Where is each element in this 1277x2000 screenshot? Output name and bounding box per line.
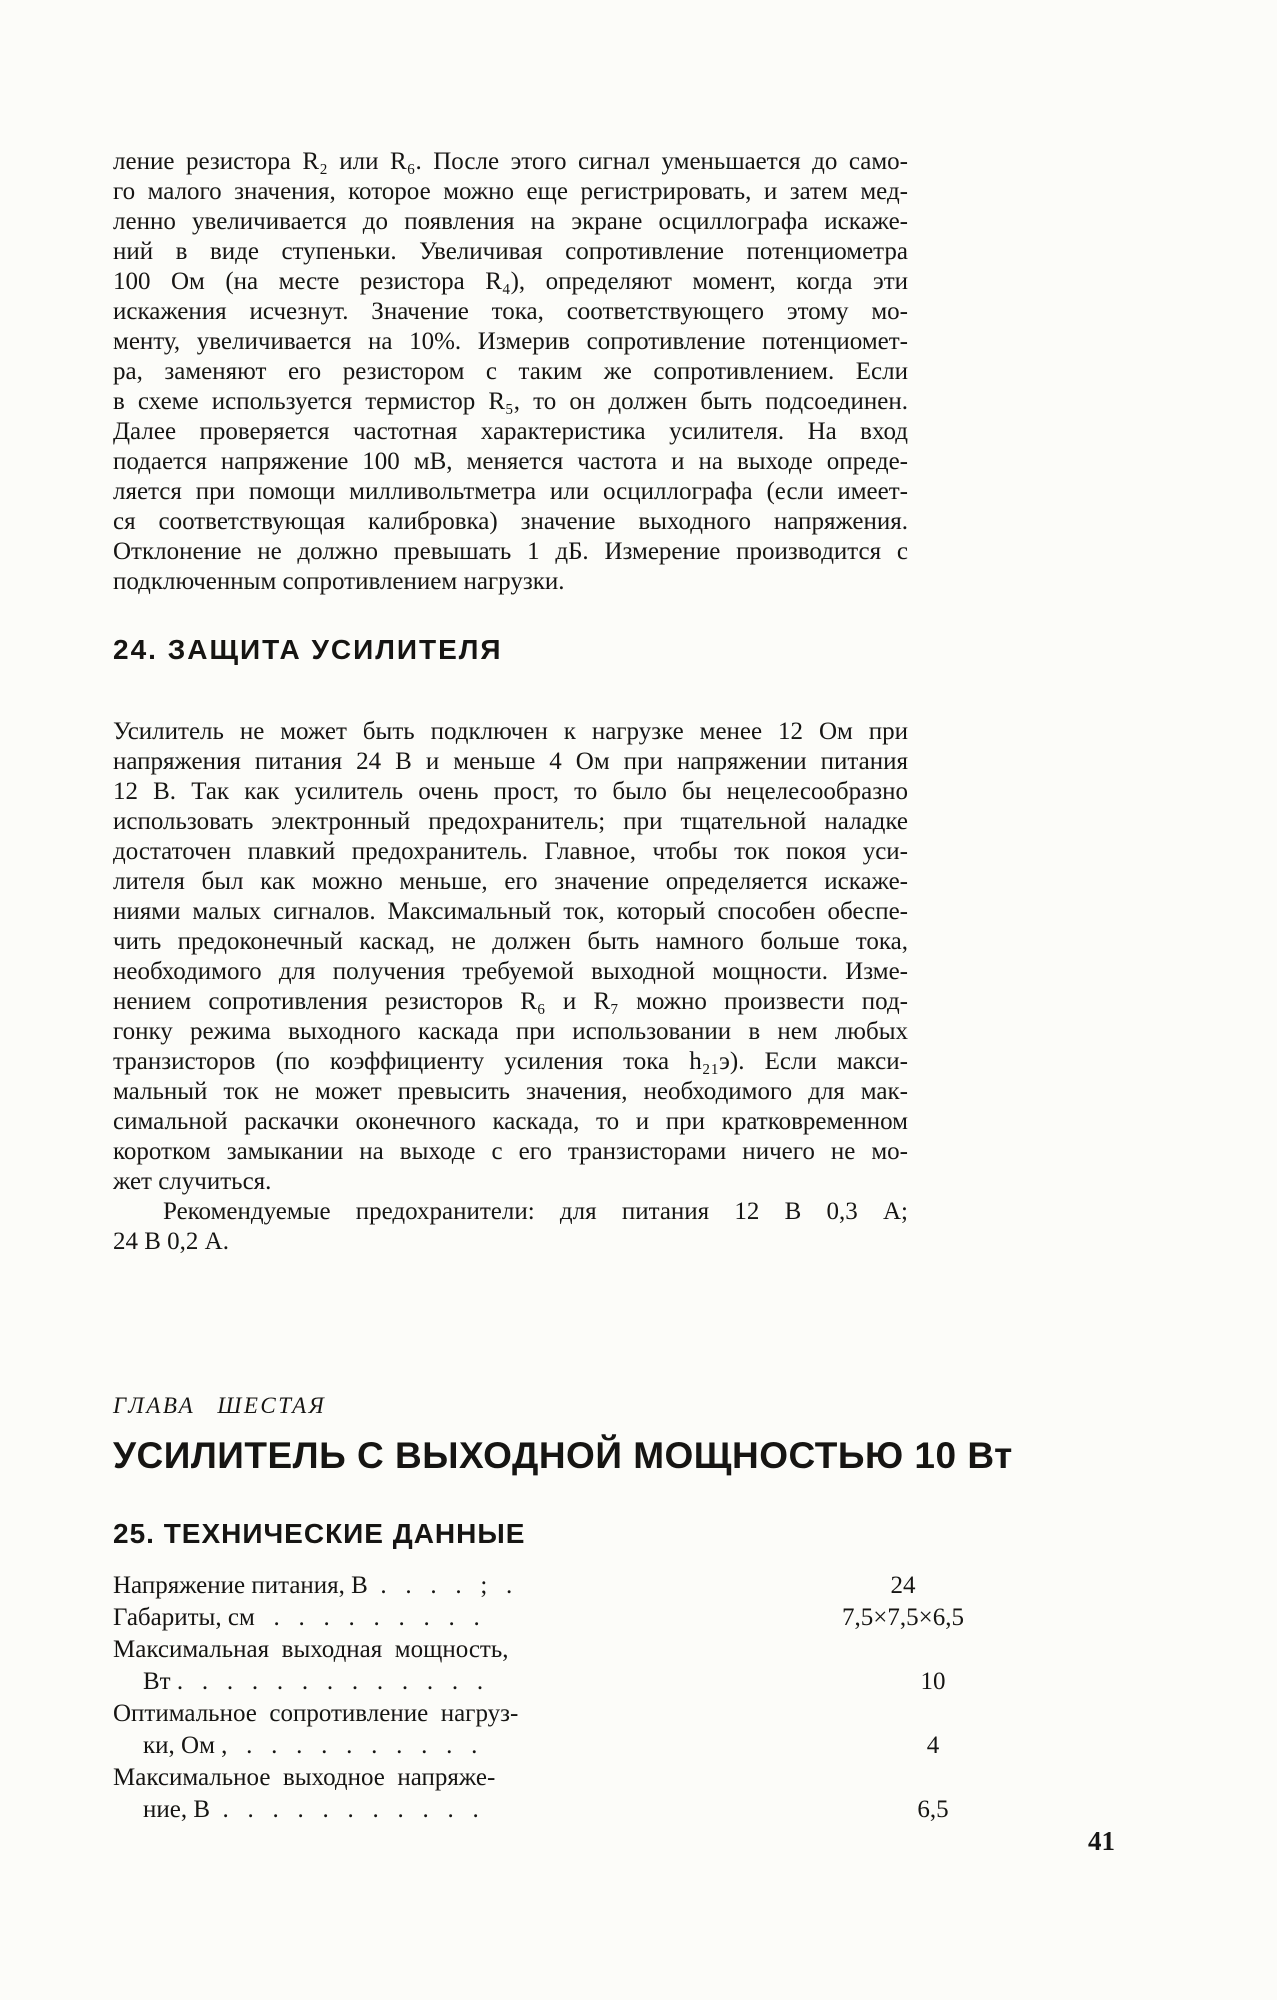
technical-data-table (113, 1570, 964, 1826)
spec-value: 4 (926, 1732, 940, 1759)
text-line: ленно увеличивается до появления на экране осциллографа искаже- (113, 208, 908, 235)
text-line: напряжения питания 24 В и меньше 4 Ом при напряжении питания (113, 748, 908, 775)
spec-value: 7,5×7,5×6,5 (842, 1604, 964, 1631)
text-line: Усилитель не может быть подключен к нагрузке менее 12 Ом при (113, 718, 908, 745)
text-line: лителя был как можно меньше, его значение определяется искаже- (113, 868, 908, 895)
spec-row (113, 1730, 940, 1762)
section-25-heading: 25. ТЕХНИЧЕСКИЕ ДАННЫЕ (113, 1518, 526, 1549)
spec-label: Оптимальное сопротивление нагруз- (113, 1700, 519, 1727)
text-line: подключенным сопротивлением нагрузки. (113, 568, 565, 595)
text-line: искажения исчезнут. Значение тока, соответствующего этому мо- (113, 298, 908, 325)
text-line: чить предоконечный каскад, не должен быть намного больше тока, (113, 928, 908, 955)
text-line: ся соответствующая калибровка) значение выходного напряжения. (113, 508, 908, 535)
text-column (113, 0, 1013, 1826)
text-line: гонку режима выходного каскада при использовании в нем любых (113, 1018, 908, 1045)
spec-label: ние, В . . . . . . . . . . . (143, 1796, 479, 1823)
text-line: Отклонение не должно превышать 1 дБ. Измерение производится с (113, 538, 908, 565)
text-line: Далее проверяется частотная характеристика усилителя. На вход (113, 418, 908, 445)
text-line: ниями малых сигналов. Максимальный ток, который способен обеспе- (113, 898, 908, 925)
text-line: симальной раскачки оконечного каскада, то и при кратковременном (113, 1108, 908, 1135)
spec-value: 6,5 (917, 1796, 949, 1823)
section-24-heading: 24. ЗАЩИТА УСИЛИТЕЛЯ (113, 634, 503, 665)
text-line: 12 В. Так как усилитель очень прост, то было бы нецелесообразно (113, 778, 908, 805)
spec-row (113, 1762, 908, 1794)
spec-label: Напряжение питания, В . . . . ; . (113, 1572, 513, 1599)
text-line: Рекомендуемые предохранители: для питания 12 В 0,3 А; (163, 1198, 908, 1225)
text-line: го малого значения, которое можно еще регистрировать, и затем мед- (113, 178, 908, 205)
chapter-kicker: ГЛАВА ШЕСТАЯ (113, 1393, 327, 1418)
spec-label: Вт . . . . . . . . . . . . . (143, 1668, 484, 1695)
spec-label: Максимальная выходная мощность, (113, 1636, 509, 1663)
paragraph-continuation (113, 147, 908, 597)
text-line: жет случиться. (113, 1168, 272, 1195)
spec-label: Максимальное выходное напряже- (113, 1764, 496, 1791)
spec-value: 10 (920, 1668, 946, 1695)
spec-row (113, 1794, 949, 1826)
text-line: ление резистора R₂ или R₆. После этого сигнал уменьшается до само- (113, 148, 908, 175)
text-line: ра, заменяют его резистором с таким же сопротивлением. Если (113, 358, 908, 385)
spec-row (113, 1570, 916, 1602)
text-line: достаточен плавкий предохранитель. Главное, чтобы ток покоя уси- (113, 838, 908, 865)
section-24-paragraph (113, 717, 908, 1197)
text-line: ляется при помощи милливольтметра или осциллографа (если имеет- (113, 478, 908, 505)
text-line: мальный ток не может превысить значения, необходимого для мак- (113, 1078, 908, 1105)
spec-label: Габариты, см . . . . . . . . . (113, 1604, 480, 1631)
fuses-recommendation-paragraph (113, 1197, 908, 1257)
text-line: ний в виде ступеньки. Увеличивая сопротивление потенциометра (113, 238, 908, 265)
text-line: коротком замыкании на выходе с его транзисторами ничего не мо- (113, 1138, 908, 1165)
text-line: 24 В 0,2 А. (113, 1228, 229, 1255)
text-line: использовать электронный предохранитель; при тщательной наладке (113, 808, 908, 835)
text-line: подается напряжение 100 мВ, меняется частота и на выходе опреде- (113, 448, 908, 475)
spec-row (113, 1666, 946, 1698)
text-line: менту, увеличивается на 10%. Измерив сопротивление потенциомет- (113, 328, 908, 355)
page-number: 41 (1088, 1826, 1115, 1856)
spec-row (113, 1634, 908, 1666)
spec-label: ки, Ом , . . . . . . . . . . (143, 1732, 478, 1759)
spec-row (113, 1602, 964, 1634)
chapter-title: УСИЛИТЕЛЬ С ВЫХОДНОЙ МОЩНОСТЬЮ 10 Вт (113, 1435, 1013, 1476)
text-line: в схеме используется термистор R₅, то он должен быть подсоединен. (113, 388, 908, 415)
spec-value: 24 (890, 1572, 916, 1599)
text-line: транзисторов (по коэффициенту усиления тока h₂₁э). Если макси- (113, 1048, 908, 1075)
text-line: нением сопротивления резисторов R₆ и R₇ можно произвести под- (113, 988, 908, 1015)
text-line: 100 Ом (на месте резистора R₄), определяют момент, когда эти (113, 268, 908, 295)
text-line: необходимого для получения требуемой выходной мощности. Изме- (113, 958, 908, 985)
spec-row (113, 1698, 908, 1730)
